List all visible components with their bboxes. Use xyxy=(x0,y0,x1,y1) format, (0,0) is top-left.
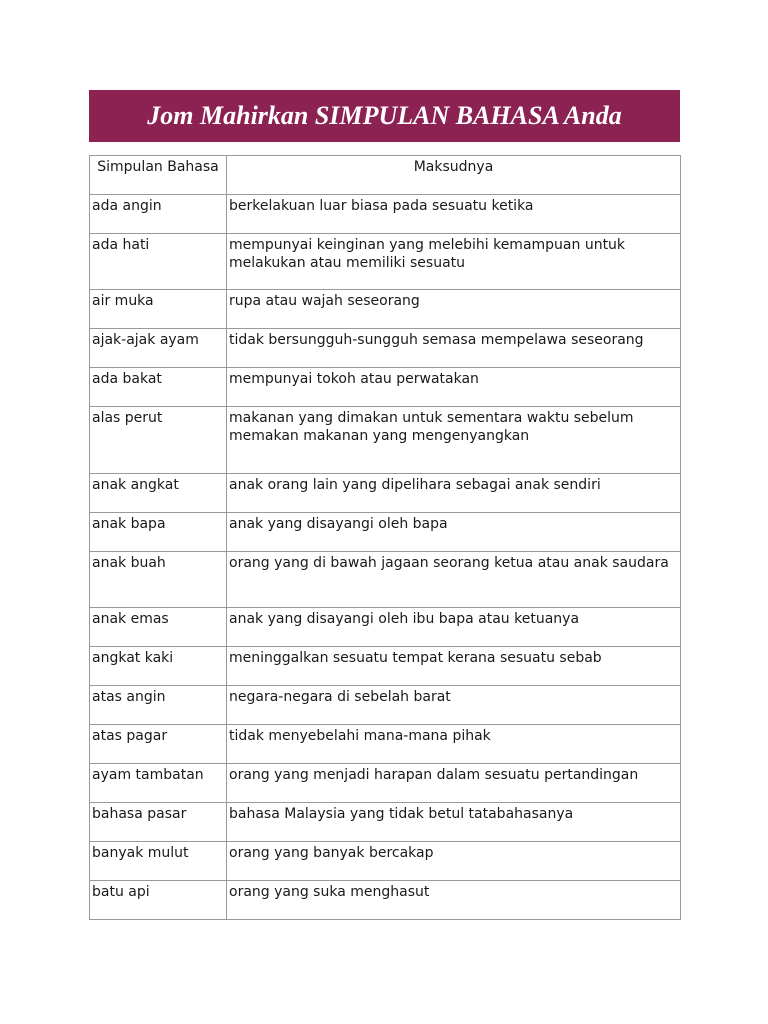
page-title: Jom Mahirkan SIMPULAN BAHASA Anda xyxy=(147,101,622,130)
table-row xyxy=(90,513,681,552)
idiom-term: ayam tambatan xyxy=(90,764,227,803)
table-row xyxy=(90,881,681,920)
idiom-term: alas perut xyxy=(90,407,227,474)
idiom-meaning: mempunyai keinginan yang melebihi kemampuan untuk melakukan atau memiliki sesuatu xyxy=(227,234,681,290)
table-row xyxy=(90,764,681,803)
idiom-meaning: tidak bersungguh-sungguh semasa mempelawa seseorang xyxy=(227,329,681,368)
table-row xyxy=(90,290,681,329)
idiom-term: anak emas xyxy=(90,608,227,647)
table-header-row xyxy=(90,156,681,195)
idiom-term: anak buah xyxy=(90,552,227,608)
idiom-meaning: orang yang suka menghasut xyxy=(227,881,681,920)
idiom-term: anak bapa xyxy=(90,513,227,552)
title-banner xyxy=(89,90,680,142)
table-row xyxy=(90,552,681,608)
table-row xyxy=(90,647,681,686)
idiom-meaning: makanan yang dimakan untuk sementara waktu sebelum memakan makanan yang mengenyangkan xyxy=(227,407,681,474)
table-row xyxy=(90,195,681,234)
idiom-meaning: anak yang disayangi oleh bapa xyxy=(227,513,681,552)
column-header-meaning: Maksudnya xyxy=(227,156,681,195)
idiom-term: banyak mulut xyxy=(90,842,227,881)
idiom-meaning: anak orang lain yang dipelihara sebagai anak sendiri xyxy=(227,474,681,513)
idiom-term: air muka xyxy=(90,290,227,329)
idiom-term: ajak-ajak ayam xyxy=(90,329,227,368)
idiom-meaning: meninggalkan sesuatu tempat kerana sesuatu sebab xyxy=(227,647,681,686)
idiom-term: batu api xyxy=(90,881,227,920)
table-row xyxy=(90,842,681,881)
idiom-term: atas pagar xyxy=(90,725,227,764)
table-row xyxy=(90,803,681,842)
idiom-meaning: rupa atau wajah seseorang xyxy=(227,290,681,329)
idiom-meaning: negara-negara di sebelah barat xyxy=(227,686,681,725)
table-row xyxy=(90,234,681,290)
idiom-term: ada hati xyxy=(90,234,227,290)
idiom-meaning: orang yang menjadi harapan dalam sesuatu pertandingan xyxy=(227,764,681,803)
idiom-meaning: orang yang di bawah jagaan seorang ketua atau anak saudara xyxy=(227,552,681,608)
table-row xyxy=(90,608,681,647)
idiom-term: atas angin xyxy=(90,686,227,725)
table-row xyxy=(90,368,681,407)
idiom-table xyxy=(89,155,681,920)
table-row xyxy=(90,329,681,368)
idiom-meaning: orang yang banyak bercakap xyxy=(227,842,681,881)
idiom-term: anak angkat xyxy=(90,474,227,513)
table-row xyxy=(90,474,681,513)
table-row xyxy=(90,686,681,725)
idiom-term: ada angin xyxy=(90,195,227,234)
idiom-meaning: mempunyai tokoh atau perwatakan xyxy=(227,368,681,407)
column-header-term: Simpulan Bahasa xyxy=(90,156,227,195)
idiom-meaning: berkelakuan luar biasa pada sesuatu ketika xyxy=(227,195,681,234)
idiom-meaning: tidak menyebelahi mana-mana pihak xyxy=(227,725,681,764)
idiom-term: angkat kaki xyxy=(90,647,227,686)
table-row xyxy=(90,407,681,474)
idiom-meaning: anak yang disayangi oleh ibu bapa atau ketuanya xyxy=(227,608,681,647)
idiom-meaning: bahasa Malaysia yang tidak betul tatabahasanya xyxy=(227,803,681,842)
idiom-term: ada bakat xyxy=(90,368,227,407)
idiom-term: bahasa pasar xyxy=(90,803,227,842)
table-row xyxy=(90,725,681,764)
